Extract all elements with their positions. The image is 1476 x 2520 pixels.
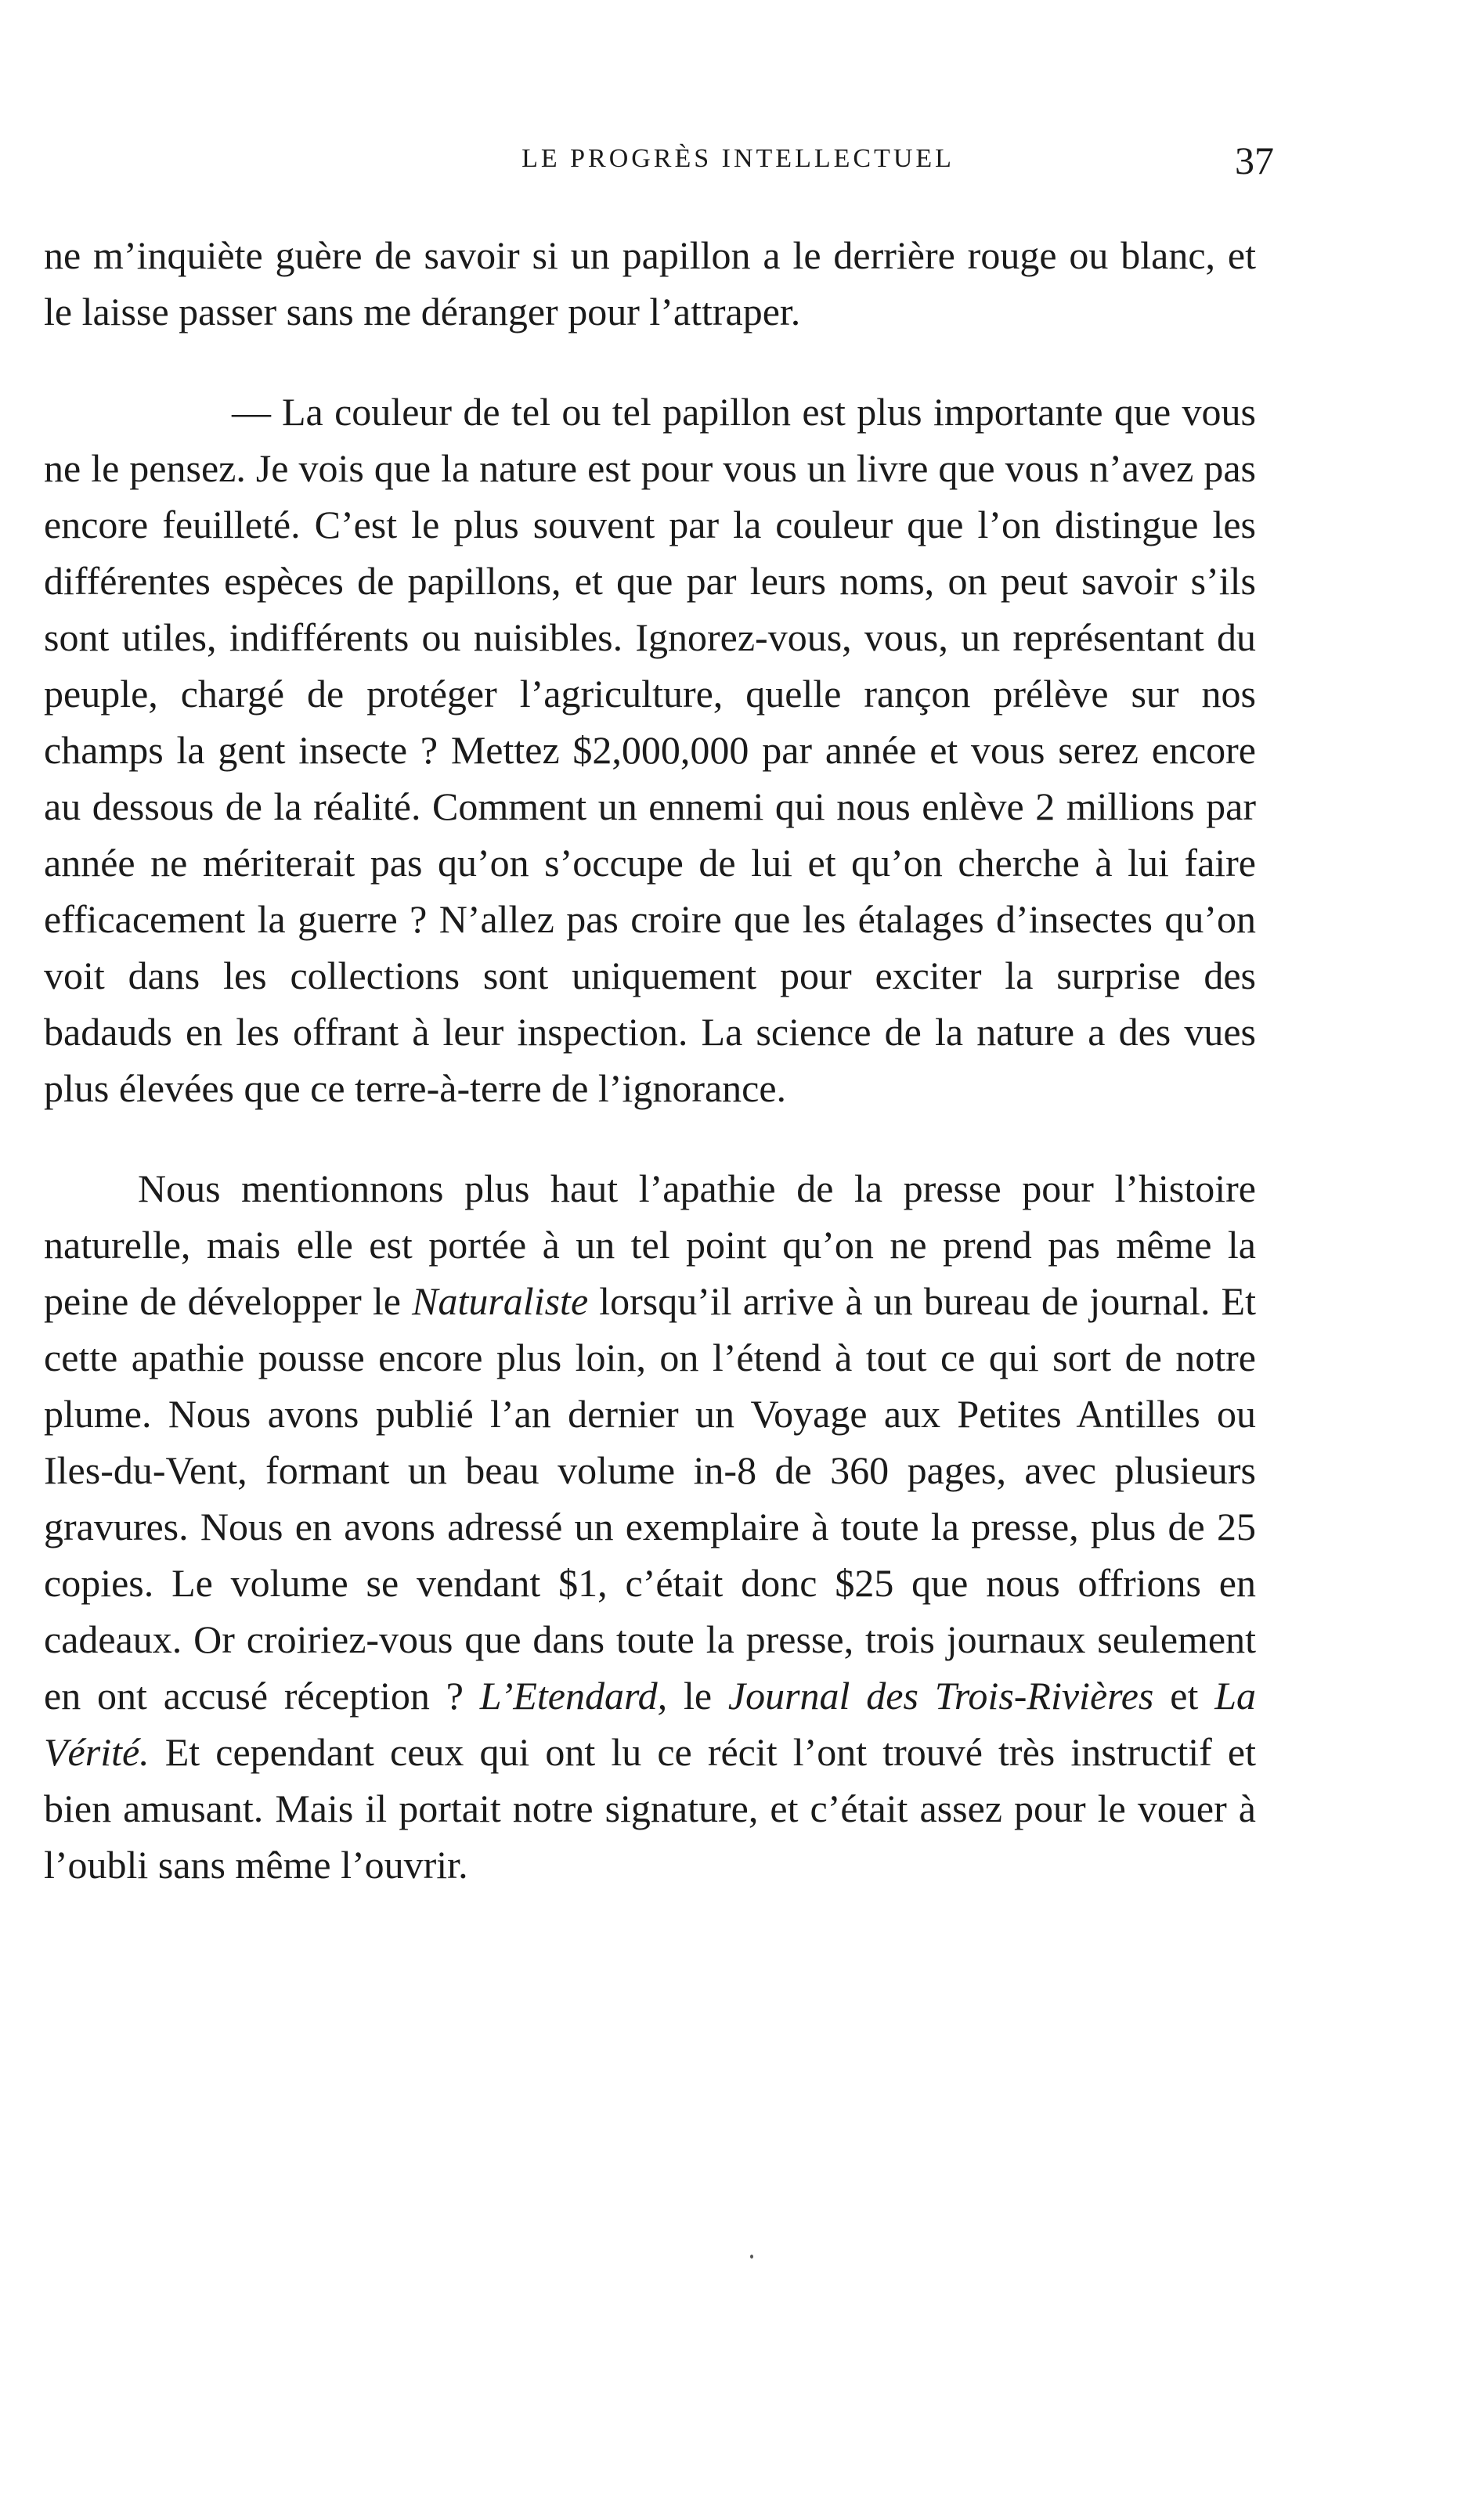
text-run: Et cependant ceux qui ont lu ce récit l’ont trouvé très instructif et bien amusant. Mais il portait notre signature, et c’était assez pour le vouer à l’oubli sans même l’ouvrir. <box>44 1730 1256 1887</box>
title-naturaliste: Naturaliste <box>412 1279 589 1323</box>
page-number: 37 <box>1235 139 1274 182</box>
title-journal-trois-rivieres: Journal des Trois-Rivières <box>727 1674 1154 1718</box>
body-text <box>44 227 1256 1893</box>
title-la-verite: La Vérité. <box>44 1674 1256 1774</box>
ink-speck <box>750 2255 753 2259</box>
paragraph-dialogue <box>44 384 1256 1116</box>
text-run: et <box>1153 1674 1215 1718</box>
paragraph-dialogue-text: La couleur de tel ou tel papillon est plus importante que vous ne le pensez. Je vois que la nature est pour vous un livre que vous n’avez pas encore feuilleté. C’est le plus souvent par la couleur que l’on distingue les différentes espèces de papillons, et que par leurs noms, on peut savoir s’ils sont utiles, indifférents ou nuisibles. Ignorez-vous, vous, un représentant du peuple, chargé de protéger l’agriculture, quelle rançon prélève sur nos champs la gent insecte ? Mettez $2,000,000 par année et vous serez encore au dessous de la réalité. Comment un ennemi qui nous enlève 2 millions par année ne mériterait pas qu’on s’occupe de lui et qu’on cherche à lui faire efficacement la guerre ? N’allez pas croire que les étalages d’insectes qu’on voit dans les collections sont uniquement pour exciter la surprise des badauds en les offrant à leur inspection. La science de la nature a des vues plus élevées que ce terre-à-terre de l’ignorance. <box>44 390 1256 1110</box>
paragraph-continuation: ne m’inquiète guère de savoir si un papillon a le derrière rouge ou blanc, et le laisse passer sans me déranger pour l’attraper. <box>44 233 1256 333</box>
dialogue-dash: — <box>232 390 271 434</box>
text-run: Nous mentionnons plus haut l’apathie de la presse pour l’histoire naturelle, mais elle est portée à un tel point qu’on ne prend pas même la peine de développer le <box>44 1166 1256 1323</box>
text-run: lorsqu’il arrive à un bureau de journal. Et cette apathie pousse encore plus loin, on l’étend à tout ce qui sort de notre plume. Nous avons publié l’an dernier un Voyage aux Petites Antilles ou Iles-du-Vent, formant un beau volume in-8 de 360 pages, avec plusieurs gravures. Nous en avons adressé un exemplaire à toute la presse, plus de 25 copies. Le volume se vendant $1, c’était donc $25 que nous offrions en cadeaux. Or croiriez-vous que dans toute la presse, trois journaux seulement en ont accusé réception ? <box>44 1279 1256 1718</box>
running-title: LE PROGRÈS INTELLECTUEL <box>521 144 955 173</box>
paragraph-press-apathy <box>44 1160 1256 1893</box>
title-etendard: L’Etendard, <box>479 1674 668 1718</box>
text-run: le <box>667 1674 728 1718</box>
running-head <box>0 138 1476 185</box>
